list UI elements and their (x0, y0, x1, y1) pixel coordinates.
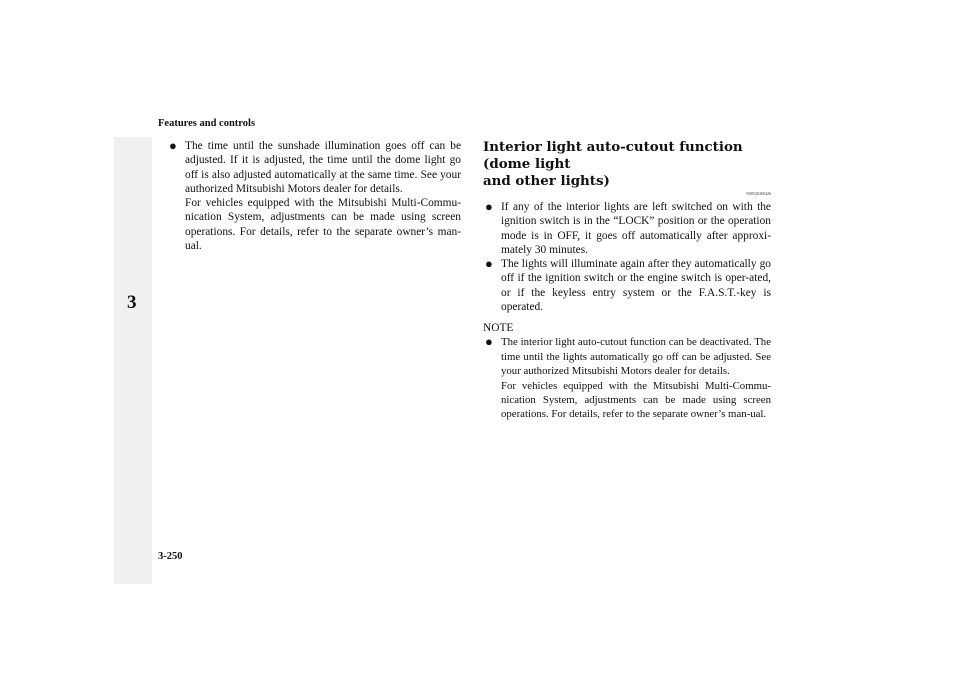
note-item (485, 335, 771, 421)
note-text: The interior light auto-cutout function can be deactivated. The time until the lights automatically go off can be adjusted. See your authorized Mitsubishi Motors dealer for details. (501, 336, 771, 378)
bullet-text-continued: For vehicles equipped with the Mitsubishi Multi-Commu-nication System, adjustments can be made using screen operations. For details, refer to the separate owner’s man-ual. (185, 197, 461, 253)
section-header: Features and controls (158, 118, 256, 129)
note-text-continued: For vehicles equipped with the Mitsubishi Multi-Commu-nication System, adjustments can be made using screen operations. For details, refer to the separate owner’s man-ual. (501, 379, 771, 421)
bullet-text: The time until the sunshade illumination goes off can be adjusted. If it is adjusted, the time until the dome light go off is also adjusted automatically at the same time. See your authorized Mitsubishi Motors dealer for details. (185, 140, 461, 195)
chapter-tab (114, 137, 152, 584)
bullet-icon: ● (485, 256, 493, 272)
bullet-icon: ● (485, 334, 493, 350)
list-item (485, 200, 771, 257)
bullet-icon: ● (169, 138, 177, 153)
right-column (485, 139, 771, 422)
list-item (485, 257, 771, 314)
chapter-number: 3 (127, 292, 137, 313)
left-column (169, 139, 461, 253)
section-heading (483, 139, 771, 190)
bullet-text: The lights will illuminate again after they automatically go off if the ignition switch or the engine switch is oper-ated, or if the keyless entry system or the F.A.S.T.-key is operated. (501, 258, 771, 314)
list-item (169, 139, 461, 253)
bullet-text: If any of the interior lights are left switched on with the ignition switch is in the “LOCK” position or the operation mode is in OFF, it goes off automatically after approxi-mately 30 minutes. (501, 201, 771, 256)
note-label: NOTE (483, 322, 514, 335)
heading-line-1: Interior light auto-cutout function (dome light (483, 139, 743, 172)
bullet-icon: ● (485, 199, 493, 214)
reference-code: N00526300426 (746, 191, 771, 196)
heading-line-2: and other lights) (483, 173, 610, 189)
page-number: 3-250 (158, 551, 183, 562)
